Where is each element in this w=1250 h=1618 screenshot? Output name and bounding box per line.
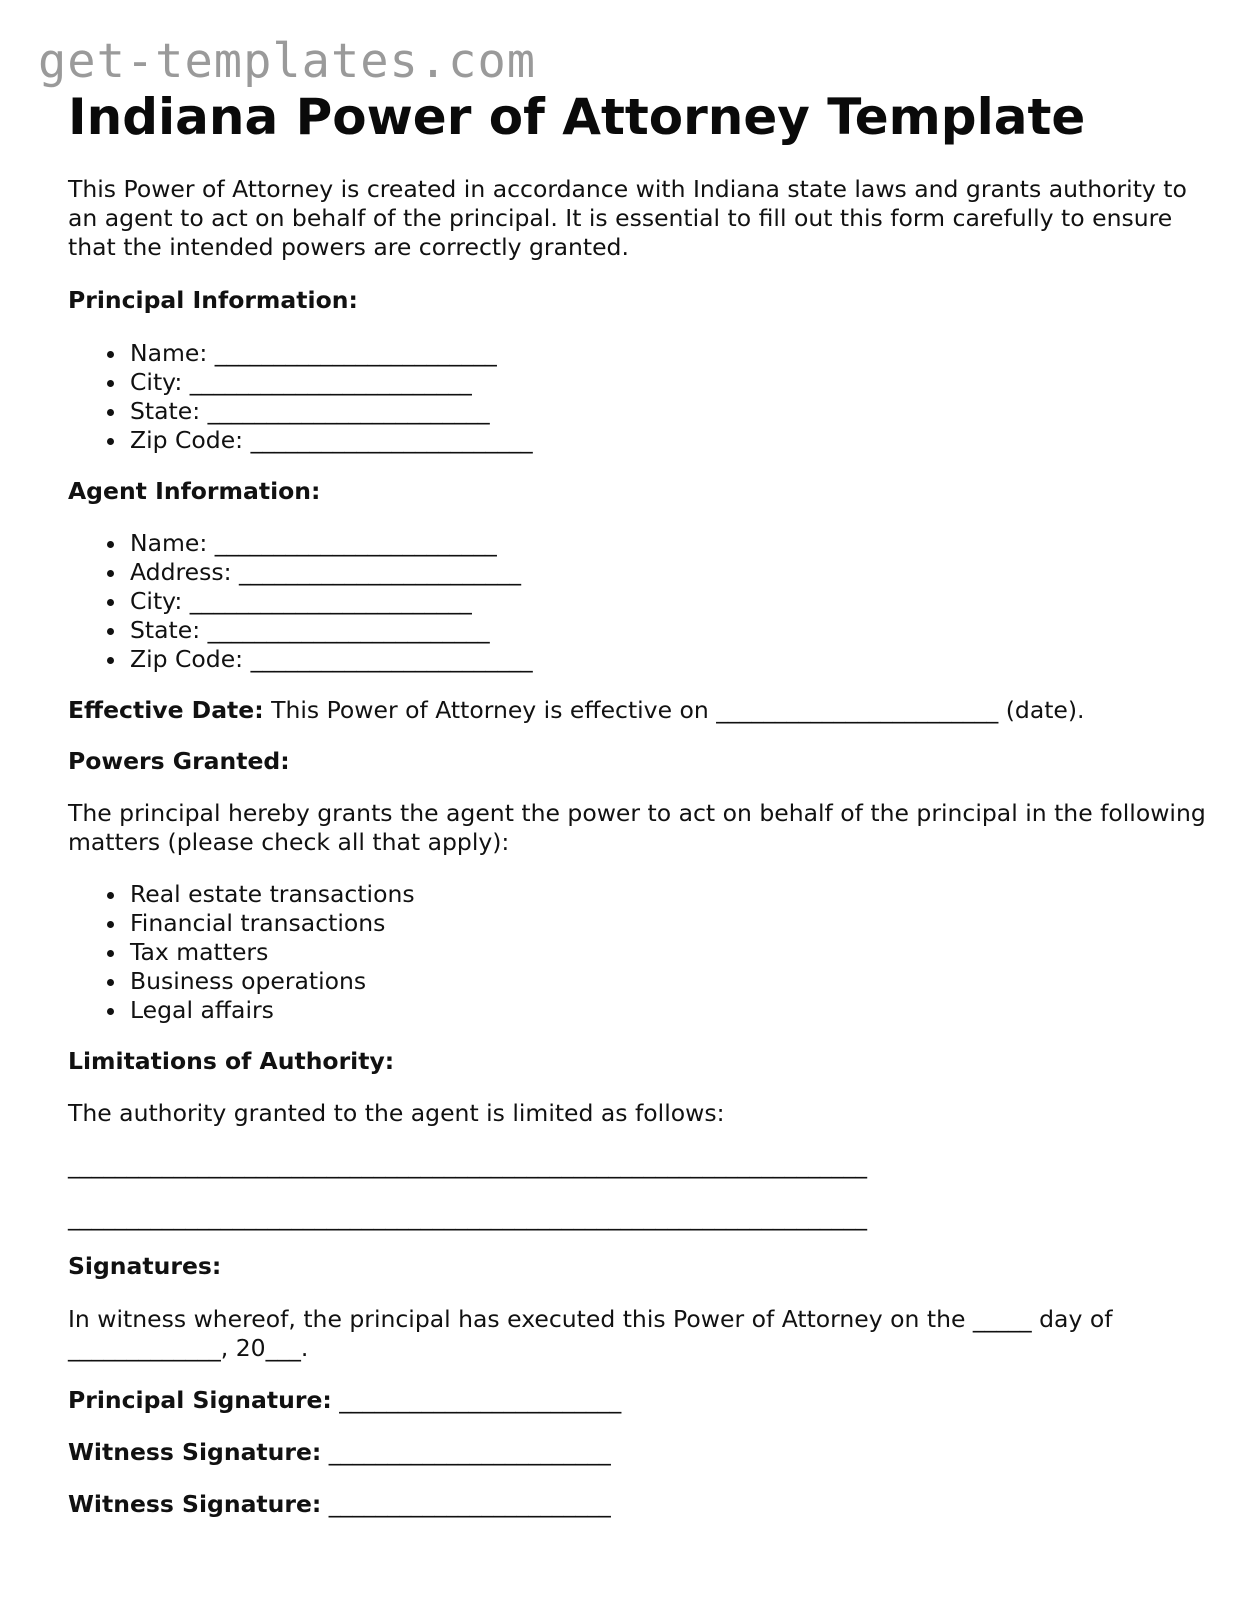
powers-heading: Powers Granted: [68, 747, 290, 775]
power-item: • Financial transactions [128, 909, 1208, 938]
principal-heading: Principal Information: [68, 286, 358, 314]
power-item: • Tax matters [128, 938, 1208, 967]
witness-signature-blank: ________________________ [321, 1438, 611, 1466]
principal-signature-line [68, 1386, 1208, 1415]
effective-date-line [68, 696, 1208, 725]
power-item: • Legal affairs [128, 996, 1208, 1025]
principal-state-field: • State: ________________________ [128, 397, 1208, 426]
principal-zip-field: • Zip Code: ________________________ [128, 426, 1208, 455]
limitations-heading: Limitations of Authority: [68, 1047, 395, 1075]
document-title: Indiana Power of Attorney Template [68, 88, 1086, 146]
witness-signature-line [68, 1438, 1208, 1467]
agent-state-field: • State: ________________________ [128, 616, 1208, 645]
witness-signature-line [68, 1490, 1208, 1519]
power-item: • Real estate transactions [128, 880, 1208, 909]
limitations-blank-line: ____________________________________________________________________ [68, 1203, 867, 1231]
effective-date-text: This Power of Attorney is effective on ________________________ (date). [263, 696, 1085, 724]
agent-heading: Agent Information: [68, 477, 321, 505]
power-item: • Business operations [128, 967, 1208, 996]
agent-field-list [68, 529, 1208, 674]
intro-paragraph: This Power of Attorney is created in accordance with Indiana state laws and grants authority to an agent to act on behalf of the principal. It is essential to fill out this form carefully to ensure that the intended powers are correctly granted. [68, 175, 1187, 261]
principal-signature-label: Principal Signature: [68, 1386, 332, 1414]
witness-signature-blank: ________________________ [321, 1490, 611, 1518]
effective-date-label: Effective Date: [68, 696, 264, 724]
agent-city-field: • City: ________________________ [128, 587, 1208, 616]
principal-field-list [68, 339, 1208, 455]
principal-city-field: • City: ________________________ [128, 368, 1208, 397]
limitations-blank-line: ____________________________________________________________________ [68, 1151, 867, 1179]
agent-name-field: • Name: ________________________ [128, 529, 1208, 558]
witness-signature-label: Witness Signature: [68, 1438, 322, 1466]
principal-signature-blank: ________________________ [331, 1386, 622, 1414]
agent-address-field: • Address: ________________________ [128, 558, 1208, 587]
principal-name-field: • Name: ________________________ [128, 339, 1208, 368]
watermark-text: get-templates.com [38, 34, 537, 89]
document-body [68, 90, 1208, 1519]
witness-signature-label: Witness Signature: [68, 1490, 322, 1518]
limitations-paragraph: The authority granted to the agent is limited as follows: [68, 1099, 725, 1127]
powers-list [68, 880, 1208, 1025]
signatures-heading: Signatures: [68, 1252, 222, 1280]
agent-zip-field: • Zip Code: ________________________ [128, 645, 1208, 674]
powers-paragraph: The principal hereby grants the agent the power to act on behalf of the principal in the following matters (please check all that apply): [68, 799, 1206, 856]
signatures-paragraph: In witness whereof, the principal has executed this Power of Attorney on the _____ day of _____________, 20___. [68, 1305, 1113, 1362]
